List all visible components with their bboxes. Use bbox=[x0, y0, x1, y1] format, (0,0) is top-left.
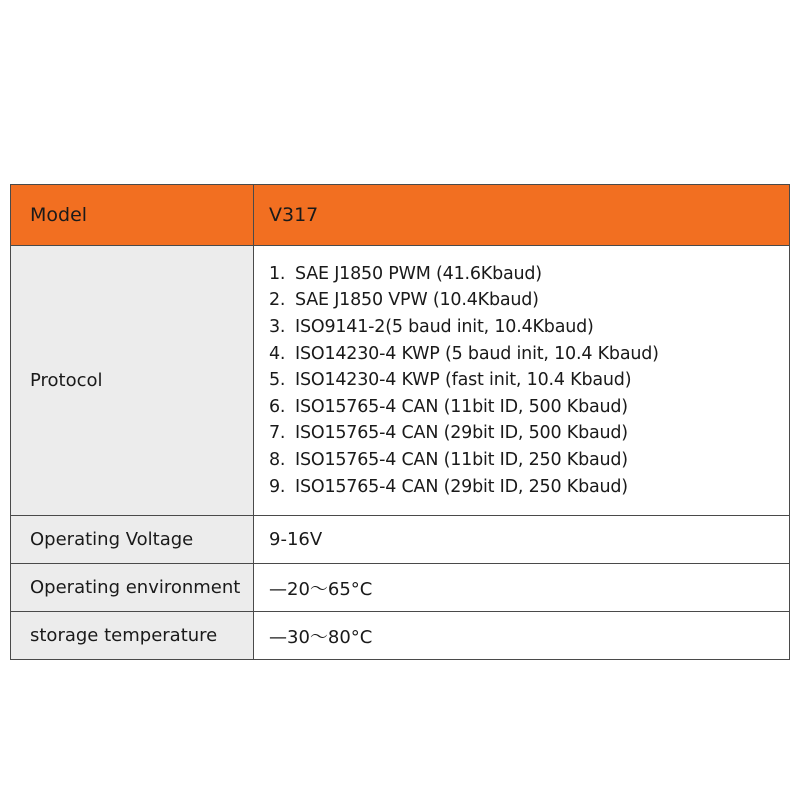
protocol-item-text: ISO15765-4 CAN (11bit ID, 500 Kbaud) bbox=[295, 396, 628, 417]
voltage-value: 9-16V bbox=[254, 516, 790, 564]
model-label: Model bbox=[11, 185, 254, 246]
protocol-item-number: 5. bbox=[269, 370, 286, 391]
protocol-list bbox=[269, 261, 789, 500]
protocol-item-text: ISO14230-4 KWP (fast init, 10.4 Kbaud) bbox=[295, 370, 632, 391]
protocol-item-text: ISO15765-4 CAN (11bit ID, 250 Kbaud) bbox=[295, 449, 628, 470]
environment-row bbox=[11, 564, 790, 612]
protocol-item-text: ISO15765-4 CAN (29bit ID, 250 Kbaud) bbox=[295, 476, 628, 497]
protocol-item-number: 4. bbox=[269, 343, 286, 364]
storage-row bbox=[11, 612, 790, 660]
protocol-item bbox=[269, 367, 789, 394]
protocol-item bbox=[269, 287, 789, 314]
protocol-item bbox=[269, 314, 789, 341]
environment-value: —20～65°C bbox=[254, 564, 790, 612]
protocol-item-text: SAE J1850 VPW (10.4Kbaud) bbox=[295, 290, 539, 311]
protocol-value bbox=[254, 246, 790, 516]
voltage-label: Operating Voltage bbox=[11, 516, 254, 564]
spec-table bbox=[10, 184, 790, 660]
protocol-item-text: ISO9141-2(5 baud init, 10.4Kbaud) bbox=[295, 317, 594, 338]
storage-value: —30～80°C bbox=[254, 612, 790, 660]
protocol-item bbox=[269, 341, 789, 368]
protocol-item-text: SAE J1850 PWM (41.6Kbaud) bbox=[295, 263, 542, 284]
protocol-label: Protocol bbox=[11, 246, 254, 516]
protocol-item-number: 8. bbox=[269, 449, 286, 470]
storage-label: storage temperature bbox=[11, 612, 254, 660]
model-row bbox=[11, 185, 790, 246]
protocol-item-number: 1. bbox=[269, 263, 286, 284]
protocol-item-number: 7. bbox=[269, 423, 286, 444]
protocol-item-text: ISO15765-4 CAN (29bit ID, 500 Kbaud) bbox=[295, 423, 628, 444]
protocol-item-number: 6. bbox=[269, 396, 286, 417]
model-value: V317 bbox=[254, 185, 790, 246]
protocol-item-number: 2. bbox=[269, 290, 286, 311]
voltage-row bbox=[11, 516, 790, 564]
protocol-item-text: ISO14230-4 KWP (5 baud init, 10.4 Kbaud) bbox=[295, 343, 659, 364]
protocol-item bbox=[269, 420, 789, 447]
protocol-item bbox=[269, 474, 789, 501]
protocol-item-number: 3. bbox=[269, 317, 286, 338]
protocol-item bbox=[269, 394, 789, 421]
protocol-item bbox=[269, 447, 789, 474]
protocol-row bbox=[11, 246, 790, 516]
protocol-item-number: 9. bbox=[269, 476, 286, 497]
protocol-item bbox=[269, 261, 789, 288]
environment-label: Operating environment bbox=[11, 564, 254, 612]
